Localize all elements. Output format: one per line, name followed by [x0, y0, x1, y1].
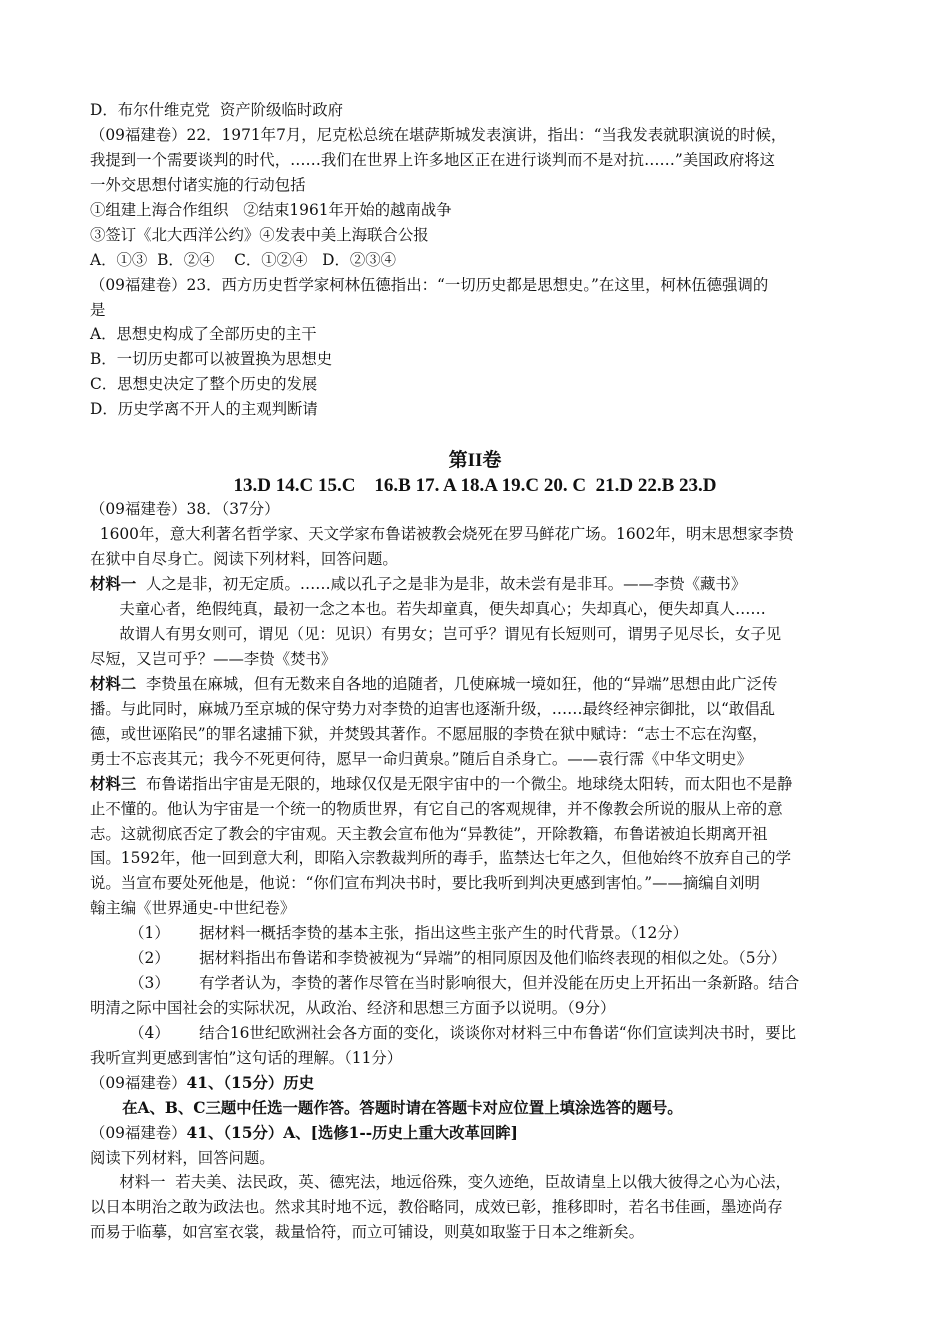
material-1-label: 材料一 [90, 575, 137, 593]
section-title: 第II卷 [448, 450, 502, 471]
answer-key: 13.D 14.C 15.C 16.B 17. A 18.A 19.C 20. C 21.D 22.B 23.D [233, 475, 717, 496]
material-3-label: 材料三 [90, 775, 137, 793]
material-2-label: 材料二 [90, 675, 137, 693]
material-2-line-3: 德，或世诬陷民”的罪名逮捕下狱，并焚毁其著作。不愿屈服的李贽在狱中赋诗：“志士不忘在沟壑， [90, 725, 768, 743]
material-1-line-1: 材料一 人之是非，初无定质。……咸以孔子之是非为是非，故未尝有是非耳。——李贽《藏书》 [90, 575, 747, 593]
question-22-stem-cont: 我提到一个需要谈判的时代，……我们在世界上许多地区正在进行谈判而不是对抗……”美国政府将这 [90, 151, 776, 169]
sub-question-4: （4） 结合16世纪欧洲社会各方面的变化，谈谈你对材料三中布鲁诺“你们宣读判决书时，要比 [90, 1024, 796, 1042]
question-23-option-a: A．思想史构成了全部历史的主干 [90, 325, 317, 343]
question-23-stem: （09福建卷）23．西方历史哲学家柯林伍德指出：“一切历史都是思想史。”在这里，柯林伍德强调的 [90, 276, 769, 294]
sub-question-4-cont: 我听宣判更感到害怕”这句话的理解。（11分） [90, 1049, 403, 1067]
material-1-line-2: 夫童心者，绝假纯真，最初一念之本也。若失却童真，便失却真心；失却真心，便失却真人…… [90, 600, 766, 618]
question-41a-prompt: 阅读下列材料，回答问题。 [90, 1149, 275, 1167]
material-2-line-4: 勇士不忘丧其元；我今不死更何待，愿早一命归黄泉。”随后自杀身亡。——袁行霈《中华文明史》 [90, 750, 752, 768]
question-22-items-1: ①组建上海合作组织 ②结束1961年开始的越南战争 [90, 201, 452, 219]
material-2-line-1: 材料二 李贽虽在麻城，但有无数来自各地的追随者，几使麻城一境如狂，他的“异端”思想由此广泛传 [90, 675, 778, 693]
sub-question-3: （3） 有学者认为，李贽的著作尽管在当时影响很大，但并没能在历史上开拓出一条新路。结合 [90, 974, 800, 992]
question-38-intro: 1600年，意大利著名哲学家、天文学家布鲁诺被教会烧死在罗马鲜花广场。1602年，明末思想家李贽 [90, 525, 794, 543]
question-23-option-c: C．思想史决定了整个历史的发展 [90, 375, 318, 393]
question-41a-header: （09福建卷）41、（15分）A、[选修1--历史上重大改革回眸] [90, 1124, 518, 1142]
sub-question-3-cont: 明清之际中国社会的实际状况，从政治、经济和思想三方面予以说明。（9分） [90, 999, 616, 1017]
material-1-line-3: 故谓人有男女则可，谓见（见：见识）有男女；岂可乎？谓见有长短则可，谓男子见尽长，女子见 [90, 625, 782, 643]
material-3-line-1: 材料三 布鲁诺指出宇宙是无限的，地球仅仅是无限宇宙中的一个微尘。地球绕太阳转，而太阳也不是静 [90, 775, 793, 793]
sub-question-2: （2） 据材料指出布鲁诺和李贽被视为“异端”的相同原因及他们临终表现的相似之处。（5分） [90, 949, 787, 967]
question-22-options: A．①③ B．②④ C．①②④ D．②③④ [90, 251, 397, 269]
material-3-line-3: 志。这就彻底否定了教会的宇宙观。天主教会宣布他为“异教徒”，开除教籍，布鲁诺被迫长期离开祖 [90, 825, 768, 843]
question-38-intro-cont: 在狱中自尽身亡。阅读下列材料，回答问题。 [90, 550, 398, 568]
option-d-q21: D．布尔什维克党 资产阶级临时政府 [90, 101, 343, 119]
material-3-line-4: 国。1592年，他一回到意大利，即陷入宗教裁判所的毒手，监禁达七年之久，但他始终不放弃自己的学 [90, 849, 791, 867]
question-23-option-b: B．一切历史都可以被置换为思想史 [90, 350, 333, 368]
question-23-stem-end: 是 [90, 301, 106, 319]
material-3-line-2: 止不懂的。他认为宇宙是一个统一的物质世界，有它自己的客观规律，并不像教会所说的服从上帝的意 [90, 800, 783, 818]
question-41a-material-line-2: 以日本明治之敢为政法也。然求其时地不远，教俗略同，成效已彰，推移即时，若名书佳画，墨迹尚存 [90, 1198, 783, 1216]
material-3-line-5: 说。当宣布要处死他是，他说：“你们宣布判决书时，要比我听到判决更感到害怕。”——摘编自刘明 [90, 874, 760, 892]
material-3-line-6: 翰主编《世界通史-中世纪卷》 [90, 899, 296, 917]
question-23-option-d: D．历史学离不开人的主观判断请 [90, 400, 318, 418]
question-38-header: （09福建卷）38．（37分） [90, 500, 280, 518]
question-22-items-2: ③签订《北大西洋公约》④发表中美上海联合公报 [90, 226, 429, 244]
question-41-instruction: 在A、B、C三题中任选一题作答。答题时请在答题卡对应位置上填涂选答的题号。 [90, 1099, 683, 1117]
sub-question-1: （1） 据材料一概括李贽的基本主张，指出这些主张产生的时代背景。（12分） [90, 924, 689, 942]
question-22-stem: （09福建卷）22．1971年7月，尼克松总统在堪萨斯城发表演讲，指出：“当我发表就职演说的时候， [90, 126, 787, 144]
material-2-line-2: 播。与此同时，麻城乃至京城的保守势力对李贽的迫害也逐渐升级，……最终经神宗御批，以“敢倡乱 [90, 700, 776, 718]
question-41-header: （09福建卷）41、（15分）历史 [90, 1074, 315, 1092]
question-41a-material-line-3: 而易于临摹，如宫室衣裳，裁量恰符，而立可铺设，则莫如取鉴于日本之维新矣。 [90, 1223, 645, 1241]
material-1-line-4: 尽短，又岂可乎？——李贽《焚书》 [90, 650, 337, 668]
question-41a-material-line-1: 材料一 若夫美、法民政，英、德宪法，地远俗殊，变久迹绝，臣故请皇上以俄大彼得之心为心法， [90, 1173, 791, 1191]
question-22-stem-end: 一外交思想付诸实施的行动包括 [90, 176, 306, 194]
